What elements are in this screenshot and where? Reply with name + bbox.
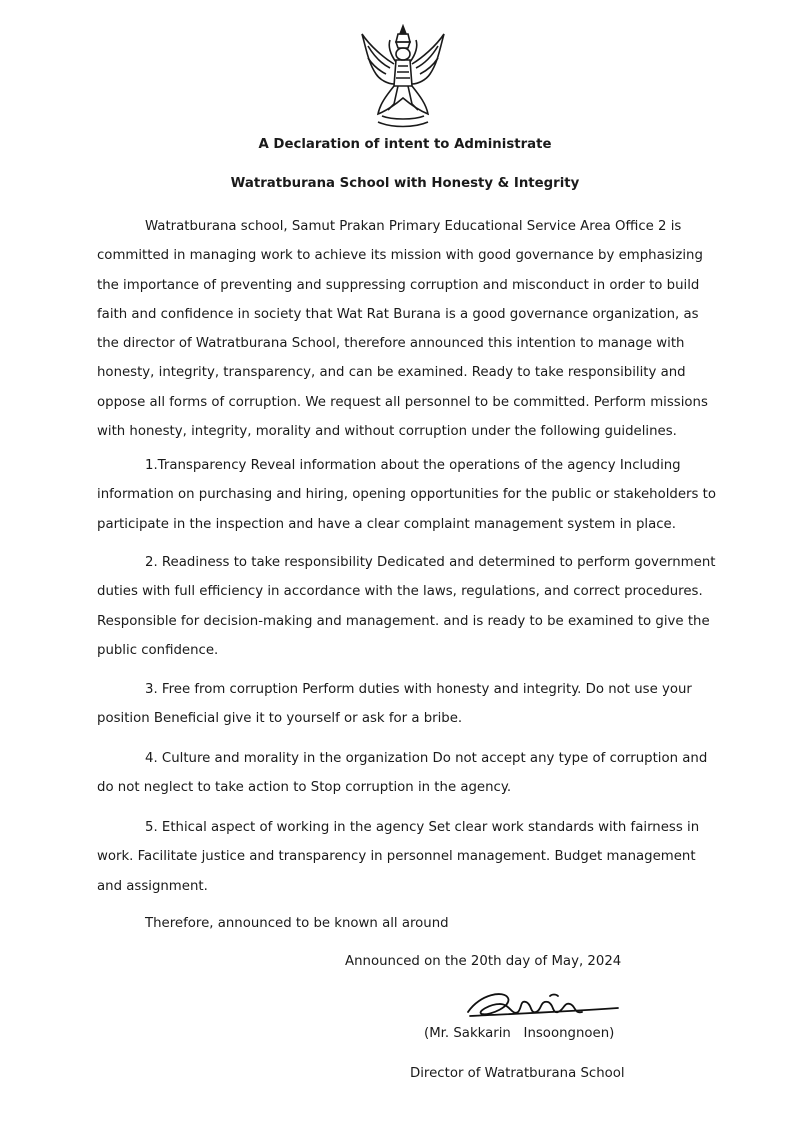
declaration-subtitle: Watratburana School with Honesty & Integrity	[230, 176, 580, 191]
announcement-date: Announced on the 20th day of May, 2024	[345, 954, 622, 969]
signatory-position: Director of Watratburana School	[410, 1066, 625, 1081]
declaration-title: A Declaration of intent to Administrate	[258, 137, 552, 152]
closing-statement: Therefore, announced to be known all around	[145, 916, 449, 931]
garuda-emblem-icon	[356, 24, 450, 132]
guideline-4: 4. Culture and morality in the organization Do not accept any type of corruption and do not neglect to take action to Stop corruption in the agency.	[97, 751, 708, 796]
guideline-2: 2. Readiness to take responsibility Dedicated and determined to perform government duties with full efficiency in accordance with the laws, regulations, and correct procedures. Responsible for decision-making and management. and is ready to be examined to give the public confidence.	[97, 555, 716, 658]
guideline-5: 5. Ethical aspect of working in the agency Set clear work standards with fairness in work. Facilitate justice and transparency in personnel management. Budget management and assignment.	[97, 820, 700, 894]
guideline-1: 1.Transparency Reveal information about the operations of the agency Including information on purchasing and hiring, opening opportunities for the public or stakeholders to participate in the inspection and have a clear complaint management system in place.	[97, 458, 717, 532]
guideline-3: 3. Free from corruption Perform duties with honesty and integrity. Do not use your position Beneficial give it to yourself or ask for a bribe.	[97, 682, 692, 727]
handwritten-signature-icon	[460, 986, 620, 1026]
intro-paragraph: Watratburana school, Samut Prakan Primary Educational Service Area Office 2 is committed in managing work to achieve its mission with good governance by emphasizing the importance of preventing and suppressing corruption and misconduct in order to build faith and confidence in society that Wat Rat Burana is a good governance organization, as the director of Watratburana School, therefore announced this intention to manage with honesty, integrity, transparency, and can be examined. Ready to take responsibility and oppose all forms of corruption. We request all personnel to be committed. Perform missions with honesty, integrity, morality and without corruption under the following guidelines.	[97, 219, 708, 440]
signatory-name: (Mr. Sakkarin Insoongnoen)	[424, 1026, 615, 1041]
